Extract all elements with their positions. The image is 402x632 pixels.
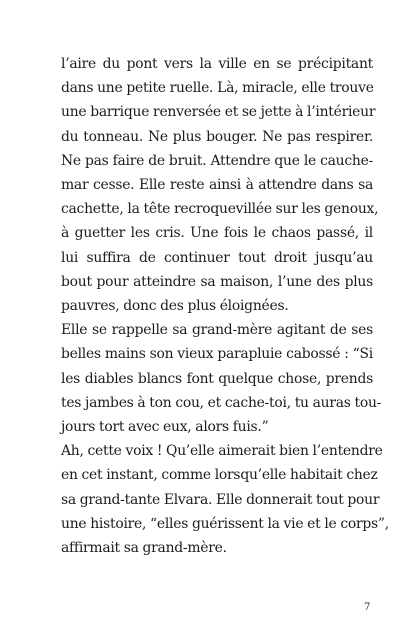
text-line: mar cesse. Elle reste ainsi à attendre dans sa xyxy=(61,177,373,194)
text-line: une barrique renversée et se jette à l’intérieur xyxy=(61,104,376,121)
text-line: du tonneau. Ne plus bouger. Ne pas respirer. xyxy=(61,128,373,145)
text-line: sa grand-tante Elvara. Elle donnerait tout pour xyxy=(61,491,380,508)
text-line: jours tort avec eux, alors fuis.” xyxy=(61,419,269,436)
text-line: Ne pas faire de bruit. Attendre que le cauche- xyxy=(61,152,373,169)
text-line: affirmait sa grand-mère. xyxy=(61,540,227,557)
paragraph-voice xyxy=(61,439,389,560)
text-line: dans une petite ruelle. Là, miracle, elle trouve xyxy=(61,80,374,97)
paragraph-grandmother-memory xyxy=(61,318,382,439)
body-text xyxy=(61,52,389,560)
paragraph-escape xyxy=(61,52,379,318)
text-line: lui suffira de continuer tout droit jusqu’au xyxy=(61,249,373,266)
text-line: belles mains son vieux parapluie cabossé : “Si xyxy=(61,346,373,363)
text-line: cachette, la tête recroquevillée sur les genoux, xyxy=(61,201,379,218)
text-line: Elle se rappelle sa grand-mère agitant de ses xyxy=(61,322,373,339)
text-line: l’aire du pont vers la ville en se précipitant xyxy=(61,56,373,72)
text-line: en cet instant, comme lorsqu’elle habitait chez xyxy=(61,467,378,484)
text-line: tes jambes à ton cou, et cache-toi, tu auras tou- xyxy=(61,394,382,411)
text-line: Ah, cette voix ! Qu’elle aimerait bien l’entendre xyxy=(61,443,383,460)
text-line: les diables blancs font quelque chose, prends xyxy=(61,370,373,387)
page-number: 7 xyxy=(364,602,371,613)
text-line: pauvres, donc des plus éloignées. xyxy=(61,298,289,315)
text-line: une histoire, “elles guérissent la vie et le corps”, xyxy=(61,515,389,532)
text-line: bout pour atteindre sa maison, l’une des plus xyxy=(61,273,373,290)
text-line: à guetter les cris. Une fois le chaos passé, il xyxy=(61,225,373,242)
